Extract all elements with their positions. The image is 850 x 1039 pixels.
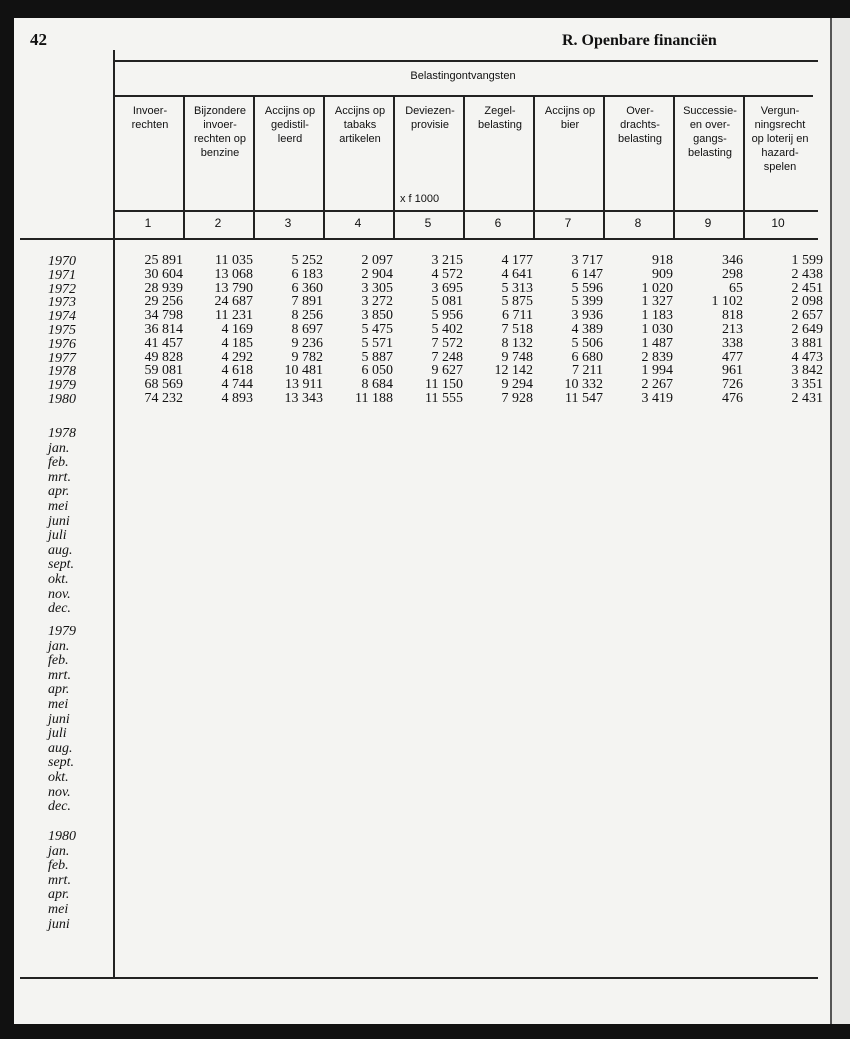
column-header: Successie- en over- gangs- belasting: [683, 105, 737, 159]
table-cell: 29 256: [144, 294, 183, 310]
month-year-label: 1978: [48, 426, 76, 441]
month-label: sept.: [48, 557, 75, 573]
table-cell: 2 649: [791, 321, 823, 337]
table-cell: 5 875: [501, 294, 533, 310]
month-label: apr.: [48, 682, 70, 698]
table-cell: 9 782: [291, 349, 323, 365]
table-cell: 24 687: [214, 294, 253, 310]
column-header: Over- drachts- belasting: [617, 105, 663, 145]
month-label: mrt.: [48, 469, 71, 485]
table-cell: 5 506: [571, 335, 603, 351]
table-cell: 5 571: [361, 335, 393, 351]
rule: [253, 95, 255, 238]
table-cell: 3 850: [361, 308, 393, 324]
rule: [673, 95, 675, 238]
table-cell: 65: [729, 280, 743, 296]
table-cell: 7 248: [431, 349, 463, 365]
rule: [20, 238, 818, 240]
table-cell: 4 893: [221, 390, 253, 406]
column-header: Zegel- belasting: [477, 105, 523, 131]
table-cell: 2 267: [641, 377, 673, 393]
table-cell: 1 183: [641, 308, 673, 324]
table-cell: 6 183: [291, 266, 323, 282]
rule: [183, 95, 185, 238]
table-cell: 213: [722, 321, 743, 337]
table-cell: 6 360: [291, 280, 323, 296]
month-label: dec.: [48, 799, 71, 815]
column-number: 1: [144, 216, 152, 230]
month-label: mrt.: [48, 872, 71, 888]
column-number: 3: [284, 216, 292, 230]
month-label: juli: [48, 528, 67, 544]
table-cell: 13 790: [214, 280, 253, 296]
table-cell: 25 891: [144, 253, 183, 268]
rule: [20, 977, 818, 979]
table-cell: 4 169: [221, 321, 253, 337]
month-label: aug.: [48, 740, 73, 756]
table-cell: 2 451: [791, 280, 823, 296]
table-cell: 4 744: [221, 377, 253, 393]
table-cell: 2 098: [791, 294, 823, 310]
table-cell: 10 332: [564, 377, 603, 393]
rule: [463, 95, 465, 238]
table-cell: 2 097: [361, 253, 393, 268]
table-cell: 9 236: [291, 335, 323, 351]
table-cell: 3 272: [361, 294, 393, 310]
rule: [113, 50, 115, 978]
table-cell: 30 604: [144, 266, 183, 282]
group-header: Belastingontvangsten: [410, 70, 516, 82]
table-cell: 5 475: [361, 321, 393, 337]
table-cell: 2 904: [361, 266, 393, 282]
table-cell: 346: [722, 253, 743, 268]
table-cell: 4 572: [431, 266, 463, 282]
column-number: 5: [424, 216, 432, 230]
column-number: 2: [214, 216, 222, 230]
table-cell: 11 231: [215, 308, 253, 324]
table-cell: 7 891: [291, 294, 323, 310]
table-cell: 1 487: [641, 335, 673, 351]
table-cell: 1 030: [641, 321, 673, 337]
column-header: Deviezen- provisie: [405, 105, 455, 131]
year-label: 1975: [48, 323, 76, 338]
table-cell: 7 518: [501, 321, 533, 337]
column-number: 8: [634, 216, 642, 230]
table-cell: 8 132: [501, 335, 533, 351]
table-cell: 5 887: [361, 349, 393, 365]
year-label: 1980: [48, 392, 76, 407]
year-label: 1971: [48, 267, 76, 283]
table-cell: 5 081: [431, 294, 463, 310]
table-cell: 74 232: [144, 390, 183, 406]
table-cell: 5 402: [431, 321, 463, 337]
year-label: 1970: [48, 254, 76, 269]
table-cell: 909: [652, 266, 673, 282]
month-year-label: 1980: [48, 829, 76, 844]
table-cell: 13 068: [214, 266, 253, 282]
table-cell: 36 814: [144, 321, 183, 337]
column-header: Accijns op tabaks artikelen: [334, 105, 386, 145]
month-label: juni: [48, 916, 70, 932]
table-cell: 8 684: [361, 377, 393, 393]
table-cell: 9 627: [431, 363, 463, 379]
month-label: mei: [48, 499, 69, 514]
column-number: 4: [354, 216, 362, 230]
table-cell: 3 717: [571, 253, 603, 268]
rule: [393, 95, 395, 238]
year-label: 1974: [48, 309, 76, 325]
month-label: apr.: [48, 484, 70, 500]
table-cell: 3 936: [571, 308, 603, 324]
table-cell: 5 313: [501, 280, 533, 296]
next-page-edge: [830, 18, 850, 1024]
page-number: 42: [30, 30, 47, 49]
table-cell: 961: [722, 363, 743, 379]
table-cell: 6 711: [502, 308, 533, 324]
table-cell: 59 081: [144, 363, 183, 379]
column-header: Accijns op bier: [544, 105, 596, 131]
table-cell: 4 641: [501, 266, 533, 282]
table-cell: 3 842: [791, 363, 823, 379]
table-cell: 12 142: [494, 363, 533, 379]
table-cell: 7 211: [572, 363, 603, 379]
column-number: 7: [564, 216, 572, 230]
table-cell: 4 389: [571, 321, 603, 337]
rule: [113, 210, 818, 212]
table-cell: 9 294: [501, 377, 533, 393]
month-label: feb.: [48, 455, 69, 471]
month-year-label: 1979: [48, 624, 76, 639]
table-cell: 4 185: [221, 335, 253, 351]
month-label: feb.: [48, 858, 69, 874]
table-cell: 6 050: [361, 363, 393, 379]
table-cell: 4 292: [221, 349, 253, 365]
table-cell: 9 748: [501, 349, 533, 365]
month-label: sept.: [48, 755, 75, 771]
table-cell: 11 150: [425, 377, 463, 393]
table-cell: 6 147: [571, 266, 603, 282]
rule: [533, 95, 535, 238]
table-cell: 10 481: [284, 363, 323, 379]
month-label: juni: [48, 513, 70, 529]
table-cell: 49 828: [144, 349, 183, 365]
rule: [743, 95, 745, 238]
month-label: okt.: [48, 572, 69, 587]
table-cell: 476: [722, 390, 743, 406]
table-cell: 6 680: [571, 349, 603, 365]
month-label: feb.: [48, 653, 69, 669]
table-cell: 11 035: [215, 253, 253, 268]
table-cell: 3 881: [791, 335, 823, 351]
month-label: juni: [48, 711, 70, 727]
table-cell: 68 569: [144, 377, 183, 393]
table-cell: 7 572: [431, 335, 463, 351]
table-cell: 11 547: [565, 390, 603, 406]
month-label: mrt.: [48, 667, 71, 683]
month-label: mei: [48, 902, 69, 917]
table-cell: 11 555: [425, 390, 463, 406]
table-cell: 298: [722, 266, 743, 282]
section-title: R. Openbare financiën: [562, 32, 717, 49]
table-cell: 4 618: [221, 363, 253, 379]
column-number: 6: [494, 216, 502, 230]
table-cell: 5 596: [571, 280, 603, 296]
table-cell: 3 419: [641, 390, 673, 406]
rule: [323, 95, 325, 238]
month-label: juli: [48, 726, 67, 742]
column-header: Invoer- rechten: [131, 105, 169, 131]
table-cell: 2 839: [641, 349, 673, 365]
table-cell: 726: [722, 377, 743, 393]
table-cell: 477: [722, 349, 743, 365]
table-cell: 3 305: [361, 280, 393, 296]
table-cell: 7 928: [501, 390, 533, 406]
month-label: nov.: [48, 586, 71, 602]
rule: [113, 60, 818, 62]
table-cell: 8 256: [291, 308, 323, 324]
year-label: 1973: [48, 295, 76, 311]
year-label: 1972: [48, 281, 76, 297]
unit-label: x f 1000: [400, 193, 440, 205]
year-label: 1978: [48, 364, 76, 380]
table-cell: 3 695: [431, 280, 463, 296]
month-label: nov.: [48, 784, 71, 800]
table-cell: 3 215: [431, 253, 463, 268]
table-cell: 11 188: [355, 390, 393, 406]
table-cell: 1 327: [641, 294, 673, 310]
table-cell: 8 697: [291, 321, 323, 337]
column-number: 9: [704, 216, 712, 230]
table-cell: 1 102: [711, 294, 743, 310]
month-label: apr.: [48, 887, 70, 903]
month-label: mei: [48, 697, 69, 712]
rule: [603, 95, 605, 238]
table-cell: 3 351: [791, 377, 823, 393]
table-cell: 2 657: [791, 308, 823, 324]
table-cell: 28 939: [144, 280, 183, 296]
table-cell: 4 177: [501, 253, 533, 268]
year-label: 1979: [48, 378, 76, 394]
table-cell: 2 438: [791, 266, 823, 282]
table-cell: 918: [652, 253, 673, 268]
month-label: dec.: [48, 601, 71, 617]
year-label: 1976: [48, 336, 76, 352]
table-cell: 1 020: [641, 280, 673, 296]
table-cell: 13 343: [284, 390, 323, 406]
month-label: aug.: [48, 542, 73, 558]
table-cell: 2 431: [791, 390, 823, 406]
table-cell: 1 599: [791, 253, 823, 268]
month-label: jan.: [48, 440, 70, 456]
table-cell: 34 798: [144, 308, 183, 324]
paper: [14, 18, 830, 1024]
table-cell: 41 457: [144, 335, 183, 351]
table-cell: 4 473: [791, 349, 823, 365]
month-label: jan.: [48, 638, 70, 654]
year-label: 1977: [48, 350, 76, 366]
table-cell: 818: [722, 308, 743, 324]
table-cell: 1 994: [641, 363, 673, 379]
column-header: Accijns op gedistil- leerd: [264, 105, 316, 145]
month-label: jan.: [48, 843, 70, 859]
column-header: Bijzondere invoer- rechten op benzine: [194, 105, 246, 159]
table-cell: 338: [722, 335, 743, 351]
table-cell: 5 956: [431, 308, 463, 324]
column-number: 10: [771, 216, 785, 230]
table-cell: 5 252: [291, 253, 323, 268]
table-cell: 5 399: [571, 294, 603, 310]
month-label: okt.: [48, 770, 69, 785]
table-cell: 13 911: [285, 377, 323, 393]
column-header: Vergun- ningsrecht op loterij en hazard- spelen: [751, 105, 809, 173]
